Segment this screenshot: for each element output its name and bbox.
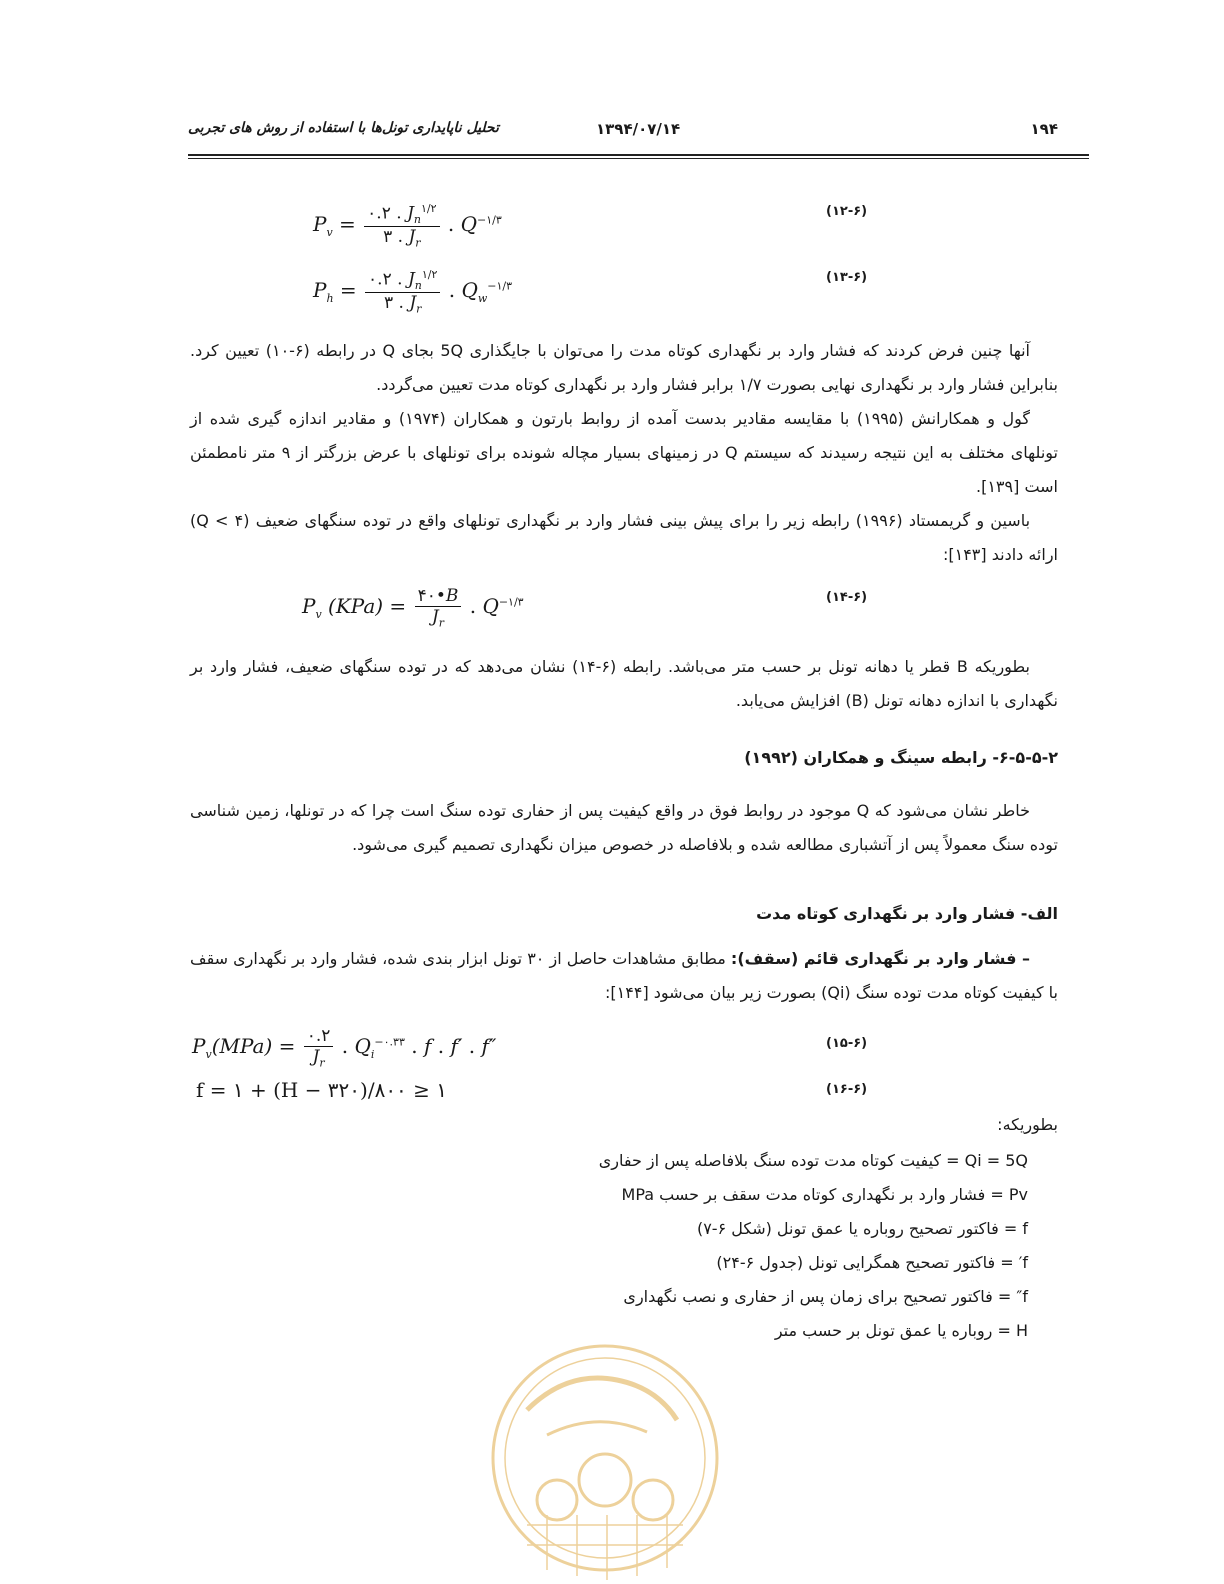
- paragraph: خاطر نشان می‌شود که Q موجود در روابط فوق در واقع کیفیت پس از حفاری توده سنگ است چرا که در تونلها، زمین شناسی توده سنگ معمولاً پس از آتشباری مطالعه شده و بلافاصله در خصوص میزان نگهداری تصمیم گیری می‌شود.: [190, 801, 1058, 854]
- body-text-block-3: [190, 794, 1058, 862]
- bold-lead: – فشار وارد بر نگهداری قائم (سقف):: [730, 949, 1030, 968]
- equation-number-14: (۱۴-۶): [826, 590, 868, 605]
- where-label-block: [190, 1108, 1058, 1142]
- equation-12: $P_v$ = $\frac{۰.۲ . J_n^{۱/۲}}{۳ . J_r}$ . $Q^{-۱/۳}$: [313, 202, 502, 250]
- running-title: تحلیل ناپایداری تونل‌ها با استفاده از روش های تجربی: [188, 120, 499, 136]
- where-label: بطوریکه:: [997, 1115, 1058, 1134]
- paragraph: گول و همکارانش (۱۹۹۵) با مقایسه مقادیر بدست آمده از روابط بارتون و همکاران (۱۹۷۴) و مقادیر اندازه گیری شده از تونلهای مختلف به این نتیجه رسیدند که سیستم Q در زمینهای بسیار مچاله شونده برای تونلهای با عرض بزرگتر از ۹ متر نامطمئن است [۱۳۹].: [190, 409, 1058, 496]
- header-rule: [188, 154, 1089, 156]
- equation-number-13: (۱۳-۶): [826, 270, 868, 285]
- body-text-block-2: [190, 650, 1058, 718]
- page-number: ۱۹۴: [1030, 120, 1058, 138]
- equation-16: f = ۱ + (H − ۳۲۰)/۸۰۰ ≥ ۱: [196, 1078, 448, 1102]
- page-header: [188, 120, 1058, 144]
- paragraph: آنها چنین فرض کردند که فشار وارد بر نگهداری کوتاه مدت را می‌توان با جایگذاری 5Q بجای Q در رابطه (۶-۱۰) تعیین کرد. بنابراین فشار وارد بر نگهداری نهایی بصورت ۱/۷ برابر فشار وارد بر نگهداری کوتاه مدت تعیین می‌گردد.: [190, 341, 1058, 394]
- definition-item: Qi = 5Q = کیفیت کوتاه مدت توده سنگ بلافاصله پس از حفاری: [598, 1151, 1028, 1170]
- equation-14: $P_v$ (KPa) = $\frac{۴۰•B}{J_r}$ . $Q^{-۱/۳}$: [302, 586, 524, 630]
- equation-15: $P_v(MPa)$ = $\frac{۰.۲}{J_r}$ . $Q_i^{-۰.۳۳}$ . f . f′ . f″: [192, 1026, 497, 1070]
- equation-number-12: (۱۲-۶): [826, 204, 868, 219]
- subheading: الف- فشار وارد بر نگهداری کوتاه مدت: [756, 904, 1058, 923]
- definition-item: f″ = فاکتور تصحیح برای زمان پس از حفاری و نصب نگهداری: [623, 1287, 1028, 1306]
- paragraph: – فشار وارد بر نگهداری قائم (سقف): مطابق مشاهدات حاصل از ۳۰ تونل ابزار بندی شده، فشار وارد بر نگهداری سقف با کیفیت کوتاه مدت توده سنگ (Qi) بصورت زیر بیان می‌شود [۱۴۴]:: [190, 949, 1058, 1002]
- equation-number-15: (۱۵-۶): [826, 1036, 868, 1051]
- header-date: ۱۳۹۴/۰۷/۱۴: [596, 120, 681, 138]
- equation-number-16: (۱۶-۶): [826, 1082, 868, 1097]
- paragraph: بطوریکه B قطر یا دهانه تونل بر حسب متر می‌باشد. رابطه (۶-۱۴) نشان می‌دهد که در توده سنگهای ضعیف، فشار وارد بر نگهداری با اندازه دهانه تونل (B) افزایش می‌یابد.: [190, 657, 1058, 710]
- watermark-seal-icon: [487, 1340, 723, 1584]
- definition-item: f′ = فاکتور تصحیح همگرایی تونل (جدول ۶-۲۴): [716, 1253, 1028, 1272]
- definitions-list: [599, 1144, 1028, 1348]
- body-text-block-4: [190, 942, 1058, 1010]
- header-rule-thin: [188, 158, 1089, 159]
- body-text-block-1: [190, 334, 1058, 572]
- definition-item: f = فاکتور تصحیح روباره یا عمق تونل (شکل ۶-۷): [696, 1219, 1028, 1238]
- definition-item: Pv = فشار وارد بر نگهداری کوتاه مدت سقف بر حسب MPa: [621, 1185, 1028, 1204]
- equation-13: $P_h$ = $\frac{۰.۲ . J_n^{۱/۲}}{۳ . J_r}$ . $Q_w^{-۱/۳}$: [313, 268, 513, 316]
- section-heading: ۶-۵-۵-۲- رابطه سینگ و همکاران (۱۹۹۲): [744, 748, 1058, 767]
- definition-item: H = روباره یا عمق تونل بر حسب متر: [774, 1321, 1028, 1340]
- paragraph: باسین و گریمستاد (۱۹۹۶) رابطه زیر را برای پیش بینی فشار وارد بر نگهداری تونلهای واقع در توده سنگهای ضعیف (Q < ۴) ارائه دادند [۱۴۳]:: [190, 511, 1058, 564]
